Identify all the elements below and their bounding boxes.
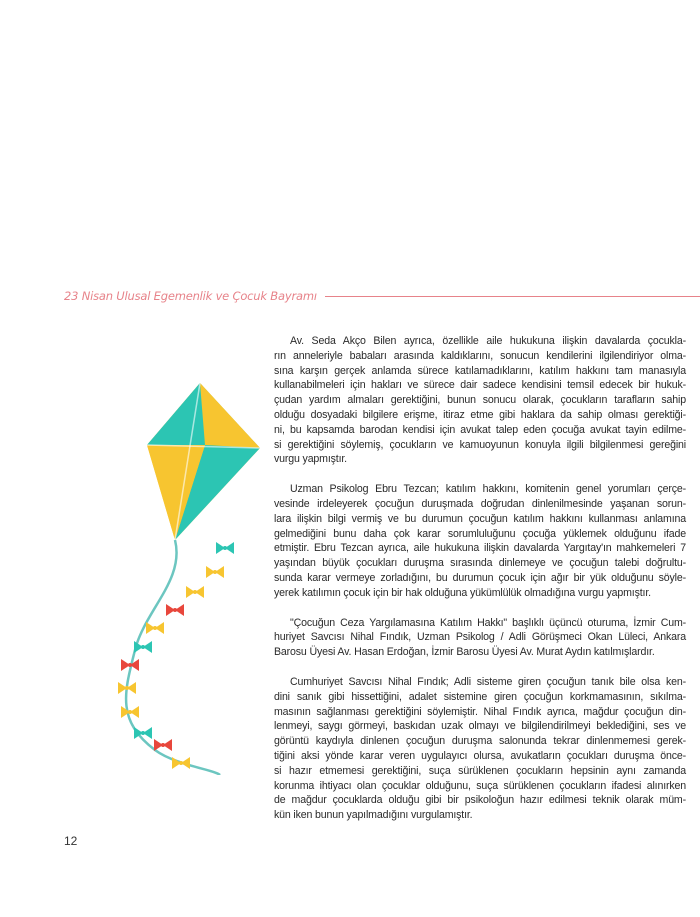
text-line: gelmediğini bunu daha çok karar sorumluluğunu çocuğa yüklemek olduğunu ifade bbox=[274, 527, 686, 540]
text-line: Cumhuriyet Savcısı Nihal Fındık; Adli sisteme giren çocuğun tanık bile olsa ken- bbox=[290, 675, 686, 688]
text-line: vurgu yapmıştır. bbox=[274, 453, 347, 466]
kite-icon bbox=[126, 383, 260, 775]
text-line: yerek katılımın çocuk için bir hak olduğuna yükümlülük olmadığına vurgu yapmıştır. bbox=[274, 586, 651, 599]
text-line: etmiştir. Ebru Tezcan ayrıca, aile hukukuna ilişkin davalarda Yargıtay'ın mahkemeleri 7 bbox=[274, 542, 686, 555]
bow-icon bbox=[154, 739, 172, 751]
text-line: ni, bu kapsamda barodan kendisi için avukat talep eden çocuğa avukat tayin edilme- bbox=[274, 423, 686, 436]
text-line: si hazır etmemesi gerektiğini, suça sürüklenen çocukların hepsinin aynı zamanda bbox=[274, 764, 686, 777]
text-line: kün iken bunun yapılmadığını vurgulamıştır. bbox=[274, 809, 473, 822]
bow-icon bbox=[166, 604, 184, 616]
page-number: 12 bbox=[64, 834, 78, 848]
text-line: çudan yardım almaları gerektiğini, bunun sonucu olarak, çocukların tarafların sahip bbox=[274, 394, 686, 407]
text-line: rın anneleriyle babaları arasında kaldıklarını, sonucun kendilerini ilgilendiriyor olma- bbox=[274, 349, 686, 362]
text-line: Av. Seda Akço Bilen ayrıca, özellikle aile hukukuna ilişkin davalarda çocukla- bbox=[290, 335, 686, 347]
text-line: "Çocuğun Ceza Yargılamasına Katılım Hakkı" başlıklı üçüncü oturuma, İzmir Cum- bbox=[290, 616, 686, 629]
paragraph bbox=[274, 616, 686, 660]
text-line: sunda karar vermeye zorladığını, bu durumun çocuk için ağır bir yük olduğunu söyle- bbox=[274, 571, 686, 584]
text-line: vesinde irdeleyerek çocuğun duruşmada doğrudan dinlenilmesinde yaşanan sorun- bbox=[274, 497, 686, 510]
text-line: dini sanık gibi hissettiğini, adalet sistemine giren çocuğun korkmamasının, sıkılma- bbox=[274, 690, 686, 703]
text-line: lara ilişkin bilgi vermiş ve bu durumun çocuğun katılım hakkını kullanması anlamına bbox=[274, 512, 686, 525]
text-line: yaşından büyük çocukları duruşma sırasında dinlemeye ve çocuğun talebi doğrultu- bbox=[274, 557, 686, 570]
text-line: Uzman Psikolog Ebru Tezcan; katılım hakkını, komitenin genel yorumları çerçe- bbox=[290, 483, 686, 496]
bow-icon bbox=[206, 566, 224, 578]
paragraph bbox=[274, 675, 686, 823]
text-line: tiğini aksi yönde karar veren uygulayıcı olursa, avukatların çocukları duruşma önce- bbox=[274, 749, 686, 762]
text-line: de mağdur çocuklarda olduğu gibi bir psikoloğun hazır edilmesi teknik olarak müm- bbox=[274, 794, 686, 807]
paragraph bbox=[274, 482, 686, 600]
running-header bbox=[64, 287, 700, 305]
bow-icon bbox=[216, 542, 234, 554]
paragraph bbox=[274, 334, 686, 467]
text-line: masının sağlanması gerektiğini söylemiştir. Nihal Fındık ayrıca, mağdur çocuğun din- bbox=[274, 705, 686, 718]
text-line: görüntü kaydıyla dinlenen çocuğun duruşma salonunda tekrar dinlenmemesi gerek- bbox=[274, 735, 686, 748]
header-title: 23 Nisan Ulusal Egemenlik ve Çocuk Bayramı bbox=[64, 289, 317, 303]
text-line: huriyet Savcısı Nihal Fındık, Uzman Psikolog / Adli Görüşmeci Okan Lüleci, Ankara bbox=[274, 631, 686, 644]
article-body bbox=[274, 334, 686, 838]
text-line: korunma ihtiyacı olan çocuklar olduğunu, suça sürüklenen çocukların ifadesi alınırken bbox=[274, 779, 686, 792]
text-line: Barosu Üyesi Av. Hasan Erdoğan, İzmir Barosu Üyesi Av. Murat Aydın katılmışlardır. bbox=[274, 646, 655, 659]
bow-icon bbox=[121, 706, 139, 718]
header-rule bbox=[325, 296, 700, 297]
bow-icon bbox=[186, 586, 204, 598]
text-line: olduğu dosyadaki bilgilere erişme, itiraz etme gibi haklara da sahip olması gerektiği- bbox=[274, 408, 686, 421]
text-line: kullanabilmeleri için hakları ve sürece dair sadece kendisini temsil edecek bir hukuk- bbox=[274, 379, 686, 392]
bow-icon bbox=[134, 727, 152, 739]
bow-icon bbox=[146, 622, 164, 634]
text-line: lenmeyi, saygı görmeyi, baskıdan uzak olmayı ve bilgilendirilmeyi beklediğini, ses ve bbox=[274, 720, 686, 733]
kite-illustration bbox=[55, 375, 265, 775]
bow-icon bbox=[172, 757, 190, 769]
text-line: sına karşın gerçek anlamda sürece katılamadıklarını, katılım hakkını tam manasıyla bbox=[274, 364, 686, 377]
text-line: si gerektiğini söylemiş, çocukların ve kamuoyunun konuyla ilgili bilgilenmesi gereğini bbox=[274, 438, 686, 451]
